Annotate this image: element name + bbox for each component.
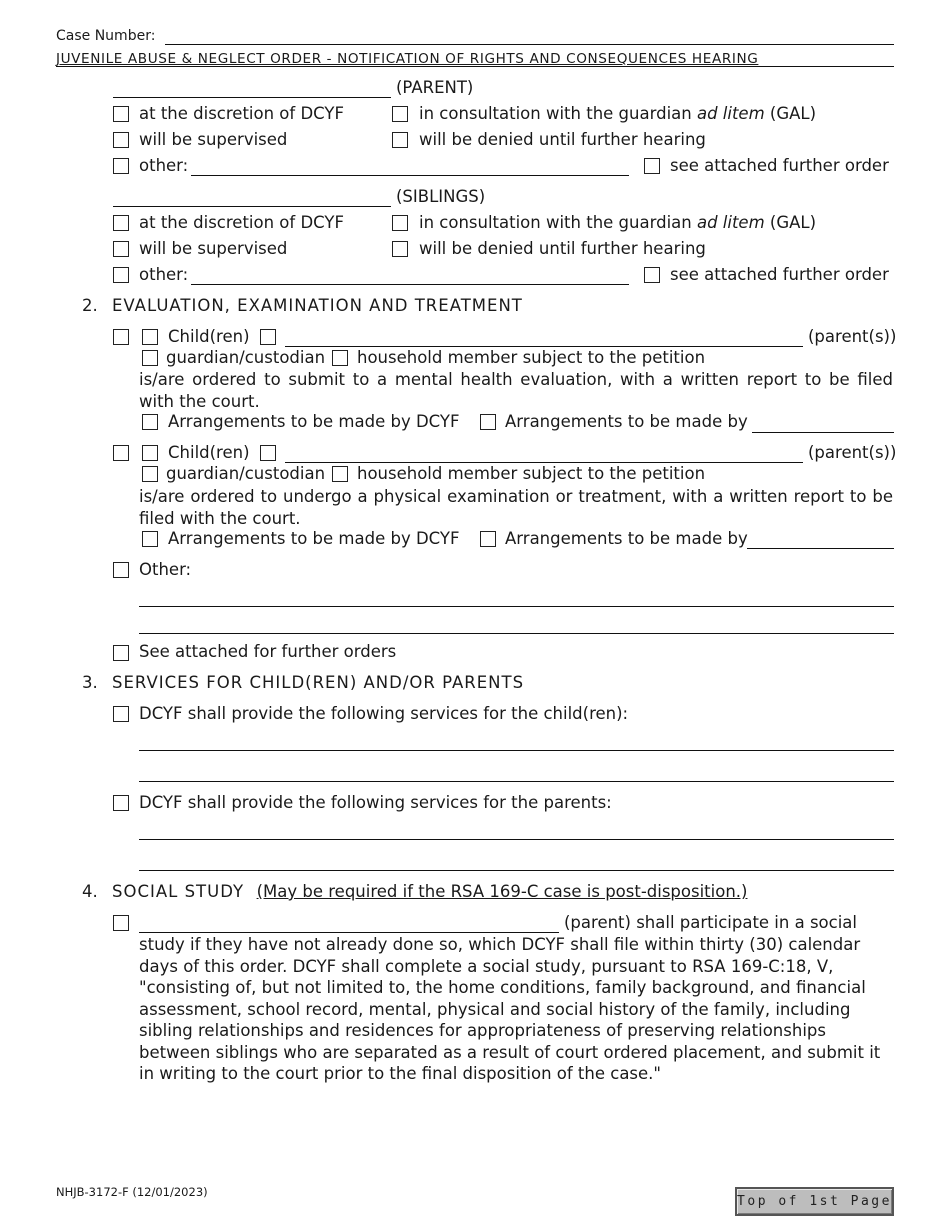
physical-arr-by-checkbox[interactable]: [480, 531, 496, 547]
mental-arr-by-field[interactable]: [752, 432, 894, 433]
physical-child-checkbox[interactable]: [142, 445, 158, 461]
parent-other-field[interactable]: [191, 175, 629, 176]
child-services-field-1[interactable]: [139, 750, 894, 751]
mental-household-checkbox[interactable]: [332, 350, 348, 366]
title-rule: [56, 66, 894, 67]
mental-child-label: Child(ren): [168, 327, 250, 346]
physical-arr-dcyf-label: Arrangements to be made by DCYF: [168, 529, 460, 548]
form-id: NHJB-3172-F (12/01/2023): [56, 1185, 208, 1199]
physical-arr-by-label: Arrangements to be made by: [505, 529, 748, 548]
section-2-other-checkbox[interactable]: [113, 562, 129, 578]
mental-parents-field[interactable]: [285, 346, 803, 347]
parent-attached-label: see attached further order: [670, 156, 889, 175]
mental-arr-by-label: Arrangements to be made by: [505, 412, 748, 431]
social-study-parent-suffix: (parent) shall participate in a social: [564, 913, 857, 932]
siblings-consult-label: in consultation with the guardian ad litem (GAL): [419, 213, 817, 232]
physical-child-label: Child(ren): [168, 443, 250, 462]
parent-other-label: other:: [139, 156, 189, 175]
see-attached-checkbox[interactable]: [113, 645, 129, 661]
siblings-attached-checkbox[interactable]: [644, 267, 660, 283]
parent-discretion-label: at the discretion of DCYF: [139, 104, 344, 123]
section-3-number: 3.: [82, 673, 98, 692]
parent-discretion-checkbox[interactable]: [113, 106, 129, 122]
mental-order-text: is/are ordered to submit to a mental health evaluation, with a written report to be filed with the court.: [139, 370, 893, 411]
social-study-parent-field[interactable]: [139, 932, 559, 933]
siblings-name-field[interactable]: [113, 206, 391, 207]
mental-parents-checkbox[interactable]: [260, 329, 276, 345]
mental-guardian-checkbox[interactable]: [142, 350, 158, 366]
parent-services-label: DCYF shall provide the following services for the parents:: [139, 793, 612, 812]
social-study-body: study if they have not already done so, which DCYF shall file within thirty (30) calendar days of this order. DCYF shall complete a social study, pursuant to RSA 169-C:18, V, "consisting of, but not limited to, the home conditions, family background, and financial assessment, school record, mental, physical and social history of the family, including sibling relationships and residences for appropriateness of preserving relationships between siblings who are separated as a result of court ordered placement, and submit it in writing to the court prior to the final disposition of the case.": [139, 935, 881, 1083]
section-3-heading: SERVICES FOR CHILD(REN) AND/OR PARENTS: [112, 673, 525, 692]
siblings-other-label: other:: [139, 265, 189, 284]
siblings-supervised-checkbox[interactable]: [113, 241, 129, 257]
physical-parents-checkbox[interactable]: [260, 445, 276, 461]
section-2-number: 2.: [82, 296, 98, 315]
parent-tag: (PARENT): [396, 78, 474, 97]
siblings-other-field[interactable]: [191, 284, 629, 285]
see-attached-label: See attached for further orders: [139, 642, 397, 661]
mental-household-label: household member subject to the petition: [357, 348, 706, 367]
social-study-checkbox[interactable]: [113, 915, 129, 931]
parent-name-field[interactable]: [113, 97, 391, 98]
section-2-other-field-2[interactable]: [139, 633, 894, 634]
parent-other-checkbox[interactable]: [113, 158, 129, 174]
section-4-note: (May be required if the RSA 169-C case is post-disposition.): [256, 882, 748, 901]
siblings-supervised-label: will be supervised: [139, 239, 288, 258]
child-services-field-2[interactable]: [139, 781, 894, 782]
physical-exam-checkbox[interactable]: [113, 445, 129, 461]
mental-parents-label: (parent(s)): [808, 327, 897, 346]
physical-household-label: household member subject to the petition: [357, 464, 706, 483]
parent-services-checkbox[interactable]: [113, 795, 129, 811]
siblings-denied-label: will be denied until further hearing: [419, 239, 706, 258]
physical-guardian-checkbox[interactable]: [142, 466, 158, 482]
child-services-checkbox[interactable]: [113, 706, 129, 722]
section-2-other-field-1[interactable]: [139, 606, 894, 607]
physical-arr-by-field[interactable]: [747, 548, 894, 549]
physical-parents-label: (parent(s)): [808, 443, 897, 462]
parent-supervised-label: will be supervised: [139, 130, 288, 149]
physical-order-text: is/are ordered to undergo a physical examination or treatment, with a written report to be filed with the court.: [139, 487, 893, 528]
parent-denied-label: will be denied until further hearing: [419, 130, 706, 149]
siblings-denied-checkbox[interactable]: [392, 241, 408, 257]
parent-denied-checkbox[interactable]: [392, 132, 408, 148]
physical-household-checkbox[interactable]: [332, 466, 348, 482]
siblings-tag: (SIBLINGS): [396, 187, 486, 206]
mental-arr-by-checkbox[interactable]: [480, 414, 496, 430]
section-2-heading: EVALUATION, EXAMINATION AND TREATMENT: [112, 296, 523, 315]
parent-consult-checkbox[interactable]: [392, 106, 408, 122]
physical-arr-dcyf-checkbox[interactable]: [142, 531, 158, 547]
parent-consult-label: in consultation with the guardian ad litem (GAL): [419, 104, 817, 123]
mental-arr-dcyf-label: Arrangements to be made by DCYF: [168, 412, 460, 431]
siblings-other-checkbox[interactable]: [113, 267, 129, 283]
siblings-discretion-checkbox[interactable]: [113, 215, 129, 231]
section-4-number: 4.: [82, 882, 98, 901]
section-4-heading: SOCIAL STUDY (May be required if the RSA 169-C case is post-disposition.): [112, 882, 748, 901]
top-of-first-page-button[interactable]: Top of 1st Page: [735, 1187, 894, 1216]
siblings-attached-label: see attached further order: [670, 265, 889, 284]
form-title: JUVENILE ABUSE & NEGLECT ORDER - NOTIFICATION OF RIGHTS AND CONSEQUENCES HEARING: [56, 51, 759, 67]
mental-eval-checkbox[interactable]: [113, 329, 129, 345]
mental-child-checkbox[interactable]: [142, 329, 158, 345]
parent-services-field-1[interactable]: [139, 839, 894, 840]
siblings-discretion-label: at the discretion of DCYF: [139, 213, 344, 232]
physical-guardian-label: guardian/custodian: [166, 464, 326, 483]
siblings-consult-checkbox[interactable]: [392, 215, 408, 231]
mental-arr-dcyf-checkbox[interactable]: [142, 414, 158, 430]
physical-parents-field[interactable]: [285, 462, 803, 463]
parent-attached-checkbox[interactable]: [644, 158, 660, 174]
parent-supervised-checkbox[interactable]: [113, 132, 129, 148]
section-2-other-label: Other:: [139, 560, 192, 579]
parent-services-field-2[interactable]: [139, 870, 894, 871]
case-number-label: Case Number:: [56, 28, 156, 44]
mental-guardian-label: guardian/custodian: [166, 348, 326, 367]
case-number-field[interactable]: [165, 44, 894, 45]
child-services-label: DCYF shall provide the following services for the child(ren):: [139, 704, 629, 723]
